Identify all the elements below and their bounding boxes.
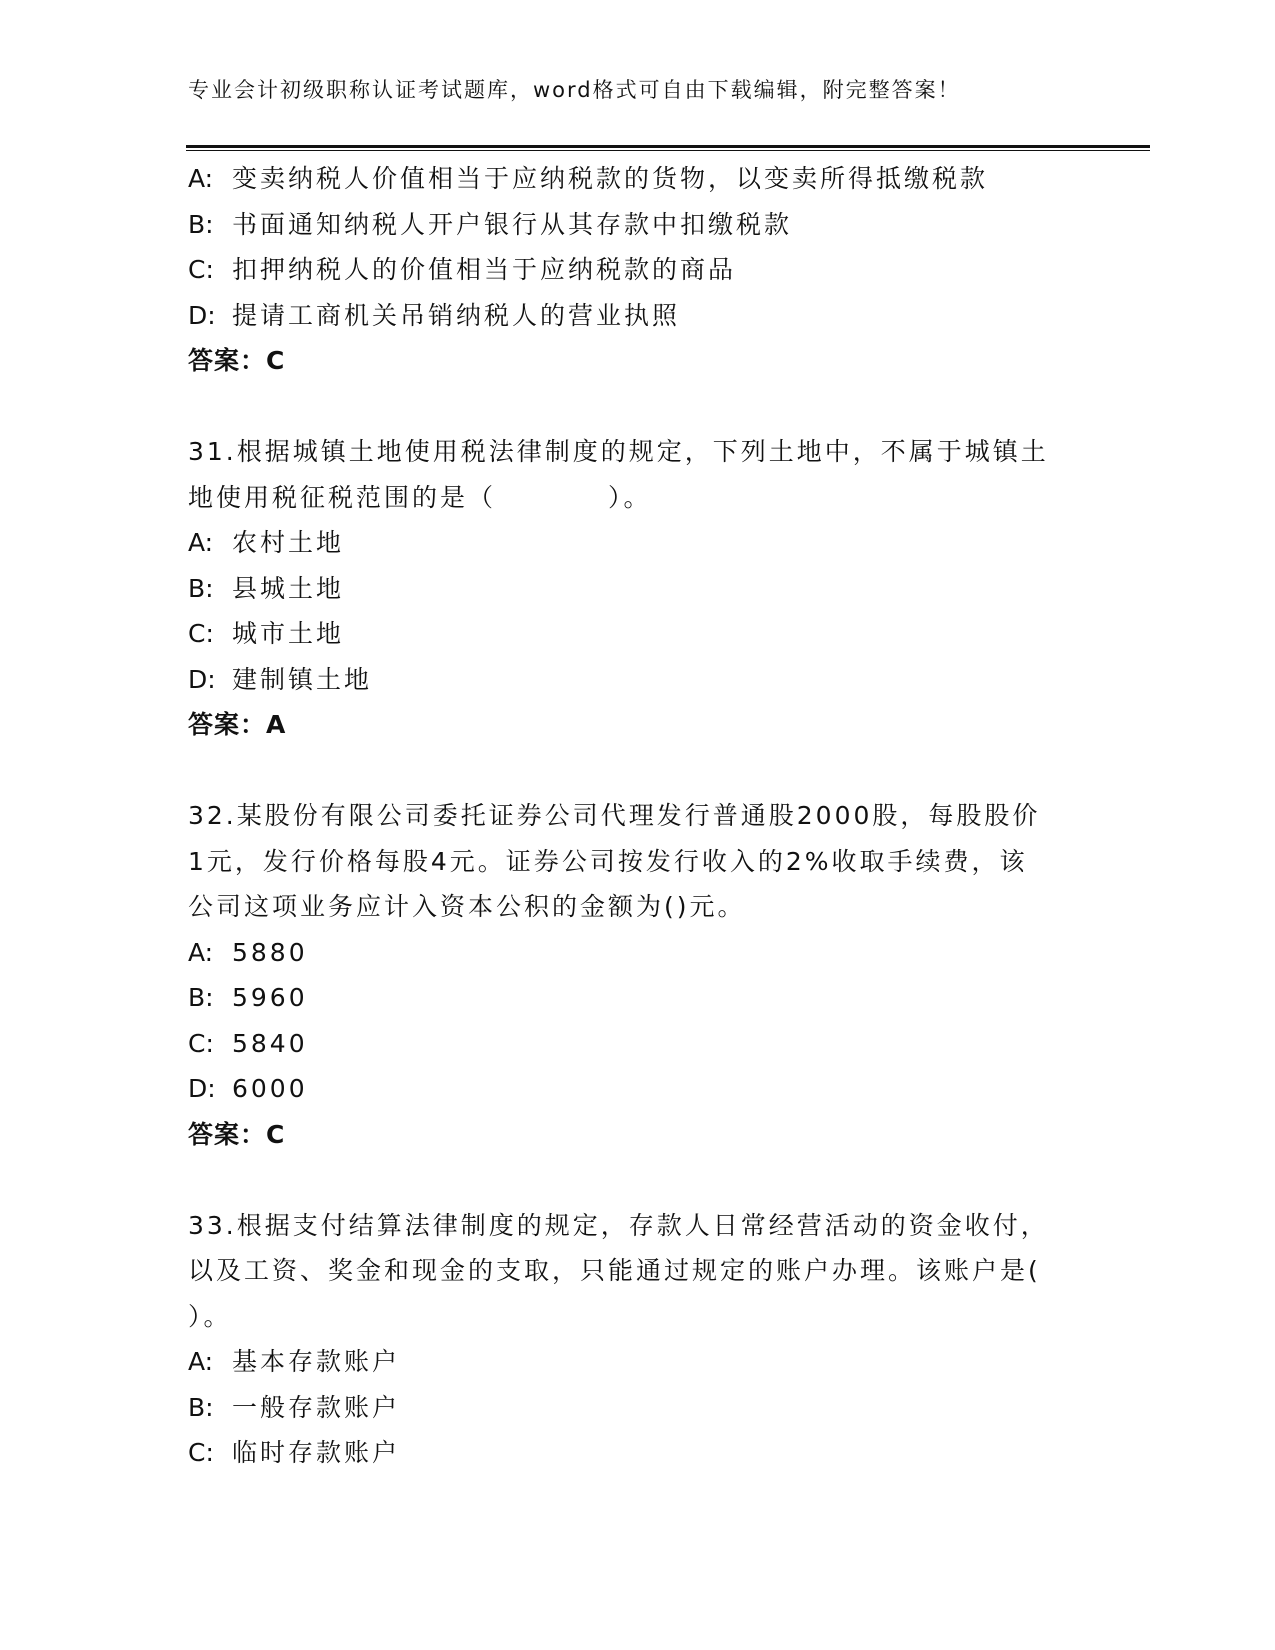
- question-30: [188, 156, 1088, 384]
- option-a: [188, 156, 1088, 202]
- option-letter: A:: [188, 164, 214, 193]
- option-c: [188, 1021, 1088, 1067]
- option-d: [188, 293, 1088, 339]
- question-text-line: 以及工资、奖金和现金的支取，只能通过规定的账户办理。该账户是(: [188, 1256, 1041, 1285]
- option-b: [188, 202, 1088, 248]
- question-text-line: 31.根据城镇土地使用税法律制度的规定，下列土地中，不属于城镇土: [188, 437, 1049, 466]
- option-text: 5880: [232, 937, 308, 967]
- option-letter: A:: [188, 1347, 214, 1376]
- option-letter: D:: [188, 1074, 216, 1103]
- option-text: 城市土地: [232, 619, 345, 648]
- option-text: 变卖纳税人价值相当于应纳税款的货物，以变卖所得抵缴税款: [232, 164, 989, 193]
- header-rule-thick: [186, 145, 1150, 148]
- option-c: [188, 1430, 1088, 1476]
- option-text: 基本存款账户: [232, 1347, 401, 1376]
- option-letter: B:: [188, 983, 214, 1012]
- option-d: [188, 1066, 1088, 1112]
- question-text-line: 公司这项业务应计入资本公积的金额为()元。: [188, 892, 746, 921]
- header-rule-thin: [186, 150, 1150, 151]
- question-text-line: 地使用税征税范围的是（ ）。: [188, 482, 652, 512]
- option-letter: C:: [188, 255, 214, 284]
- option-letter: D:: [188, 664, 216, 694]
- option-b: [188, 566, 1088, 612]
- option-text: 5960: [232, 983, 308, 1012]
- question-text-line: 33.根据支付结算法律制度的规定，存款人日常经营活动的资金收付，: [188, 1210, 1049, 1240]
- document-body: [188, 156, 1088, 1476]
- question-text-line: 32.某股份有限公司委托证券公司代理发行普通股2000股，每股股价: [188, 801, 1041, 830]
- option-letter: C:: [188, 619, 214, 648]
- option-letter: A:: [188, 528, 214, 557]
- option-c: [188, 611, 1088, 657]
- page-header: 专业会计初级职称认证考试题库，word格式可自由下载编辑，附完整答案！: [188, 78, 961, 102]
- option-d: [188, 657, 1088, 703]
- question-text-line: 1元，发行价格每股4元。证券公司按发行收入的2%收取手续费，该: [188, 846, 1028, 876]
- option-a: [188, 520, 1088, 566]
- option-text: 建制镇土地: [232, 664, 373, 694]
- option-text: 扣押纳税人的价值相当于应纳税款的商品: [232, 255, 737, 284]
- option-letter: B:: [188, 1392, 214, 1422]
- question-text-line: ）。: [188, 1301, 232, 1331]
- option-letter: C:: [188, 1028, 214, 1058]
- option-letter: C:: [188, 1438, 214, 1467]
- question-33: [188, 1203, 1088, 1476]
- question-32: [188, 793, 1088, 1157]
- option-text: 县城土地: [232, 573, 345, 603]
- option-letter: D:: [188, 300, 216, 330]
- option-c: [188, 247, 1088, 293]
- option-text: 一般存款账户: [232, 1392, 401, 1422]
- option-a: [188, 1339, 1088, 1385]
- option-text: 书面通知纳税人开户银行从其存款中扣缴税款: [232, 209, 793, 239]
- option-b: [188, 975, 1088, 1021]
- option-letter: A:: [188, 937, 214, 967]
- option-text: 6000: [232, 1074, 308, 1103]
- option-a: [188, 930, 1088, 976]
- answer: 答案：C: [188, 1119, 286, 1149]
- option-text: 提请工商机关吊销纳税人的营业执照: [232, 300, 681, 330]
- option-b: [188, 1385, 1088, 1431]
- answer: 答案：A: [188, 710, 287, 739]
- answer: 答案：C: [188, 346, 286, 375]
- option-letter: B:: [188, 573, 214, 603]
- option-text: 临时存款账户: [232, 1438, 401, 1467]
- option-text: 农村土地: [232, 528, 345, 557]
- question-31: [188, 429, 1088, 748]
- option-letter: B:: [188, 209, 214, 239]
- option-text: 5840: [232, 1028, 308, 1058]
